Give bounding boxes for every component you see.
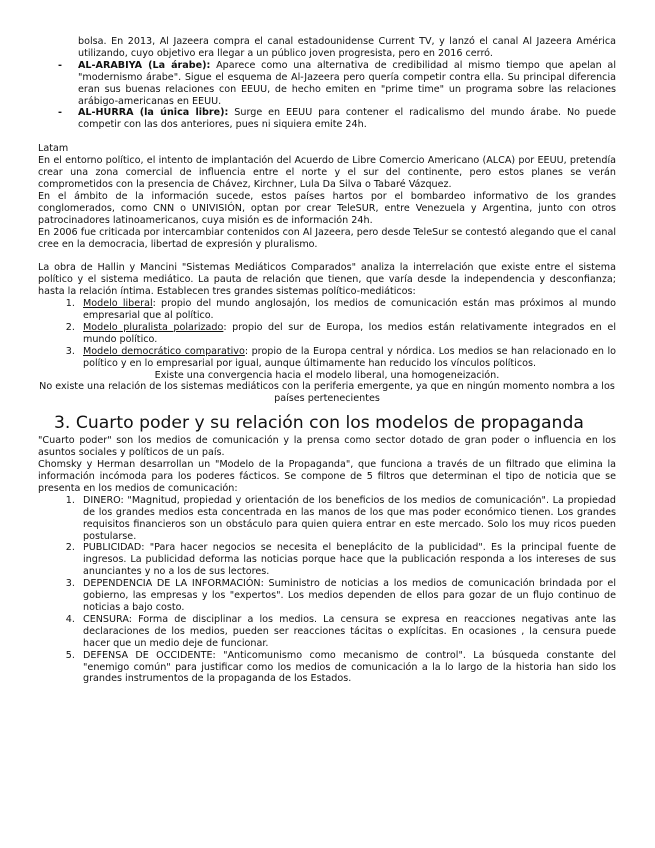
intro-continuation: bolsa. En 2013, Al Jazeera compra el canal estadounidense Current TV, y lanzó el canal Al Jazeera América utilizando, cuyo objetivo era llegar a un público joven progresista, pero en 2016 cerró. bbox=[78, 36, 616, 59]
section-paragraph: "Cuarto poder" son los medios de comunicación y la prensa como sector dotado de gran poder o influencia en los asuntos sociales y políticos de un país. bbox=[38, 435, 616, 459]
model-text: : propio del mundo anglosajón, los medios de comunicación están mas próximos al mundo empresarial que al político. bbox=[83, 298, 616, 322]
document-page bbox=[38, 36, 616, 685]
hallin-conclusion: Existe una convergencia hacia el modelo liberal, una homogeneización. bbox=[154, 369, 500, 381]
channel-list bbox=[38, 60, 616, 131]
latam-paragraph: En el ámbito de la información sucede, estos países hartos por el bombardeo informativo de los grandes conglomerados, como CNN o UNIVISIÓN, optan por crear TeleSUR, entre Venezuela y Argentina, junto con otros patrocinadores latinoamericanos, cuya misión es de información 24h. bbox=[38, 190, 616, 226]
latam-paragraph: En el entorno político, el intento de implantación del Acuerdo de Libre Comercio Americano (ALCA) por EEUU, pretendía crear una zona comercial de influencia entre el norte y el sur del continente, pero estos planes se verán comprometidos con la presencia de Chávez, Kirchner, Lula Da Silva o Tabaré Vázquez. bbox=[38, 155, 616, 190]
hallin-conclusion: No existe una relación de los sistemas mediáticos con la periferia emergente, ya que en ningún momento nombra a los países pertenecientes bbox=[39, 381, 615, 405]
channel-text: Surge en EEUU para contener el radicalismo del mundo árabe. No puede competir con las dos anteriores, pues ni siquiera emite 24h. bbox=[78, 107, 616, 131]
channel-item-al-hurra bbox=[78, 107, 616, 131]
channel-item-al-arabiya bbox=[78, 60, 616, 108]
filter-item: 1. DINERO: "Magnitud, propiedad y orientación de los beneficios de los medios de comunicación". La propiedad de los grandes medios esta concentrada en las manos de los que mas poder económico tienen. Los grandes requisitos financieros son un obstáculo para quien quiera entrar en este mercado. Solo los muy ricos pueden postularse. bbox=[78, 495, 616, 543]
model-name: Modelo democrático comparativo bbox=[83, 345, 245, 357]
latam-heading: Latam bbox=[38, 143, 69, 155]
model-name: Modelo liberal bbox=[83, 298, 153, 310]
section-paragraph: Chomsky y Herman desarrollan un "Modelo de la Propaganda", que funciona a través de un filtrado que elimina la información incómoda para los poderes fácticos. Se compone de 5 filtros que determinan el tipo de noticia que se presenta en los medios de comunicación: bbox=[38, 459, 616, 494]
model-item-pluralista bbox=[78, 322, 616, 346]
model-item-democratico bbox=[78, 346, 616, 370]
media-models-list bbox=[38, 298, 616, 369]
filter-item: 4. CENSURA: Forma de disciplinar a los medios. La censura se expresa en reacciones negativas ante las declaraciones de los medios, pueden ser reacciones tácitas o explícitas. En ocasiones , la censura puede hacer que un medio deje de funcionar. bbox=[78, 614, 616, 650]
channel-text: Aparece como una alternativa de credibilidad al mismo tiempo que apelan al "modernismo árabe". Sigue el esquema de Al-Jazeera pero quería competir contra ella. Su principal diferencia eran sus buenas relaciones con EEUU, de hecho emiten en "prime time" un programa sobre las relaciones arábigo-americanas en EEUU. bbox=[78, 59, 616, 107]
channel-name: AL-HURRA (la única libre): bbox=[78, 107, 229, 119]
section-title: 3. Cuarto poder y su relación con los modelos de propaganda bbox=[54, 413, 584, 434]
model-text: : propio del sur de Europa, los medios están relativamente integrados en el mundo político. bbox=[83, 321, 616, 345]
channel-name: AL-ARABIYA (La árabe): bbox=[78, 59, 211, 71]
model-text: : propio de la Europa central y nórdica. Los medios se han relacionado en lo político y en lo empresarial por igual, aunque últimamente han reducido los vínculos políticos. bbox=[83, 345, 616, 369]
filter-item: 5. DEFENSA DE OCCIDENTE: "Anticomunismo como mecanismo de control". La búsqueda constante del "enemigo común" para justificar como los medios de comunicación a la lo largo de la historia han sido los grandes instrumentos de la propaganda de los Estados. bbox=[78, 650, 616, 686]
hallin-intro: La obra de Hallin y Mancini "Sistemas Mediáticos Comparados" analiza la interrelación que existe entre el sistema político y el sistema mediático. La pauta de relación que tienen, que varía desde la independencia y desconfianza; hasta la relación íntima. Establecen tres grandes sistemas político-mediáticos: bbox=[38, 262, 616, 298]
latam-paragraph: En 2006 fue criticada por intercambiar contenidos con Al Jazeera, pero desde TeleSur se contestó alegando que el canal cree en la democracia, libertad de expresión y pluralismo. bbox=[38, 226, 616, 250]
filters-list bbox=[38, 495, 616, 686]
filter-item: 2. PUBLICIDAD: "Para hacer negocios se necesita el beneplácito de la publicidad". Es la principal fuente de ingresos. La publicidad deforma las noticias porque hace que la publicación responda a los intereses de sus anunciantes y no a los de sus lectores. bbox=[78, 542, 616, 578]
filter-item: 3. DEPENDENCIA DE LA INFORMACIÓN: Suministro de noticias a los medios de comunicación brindada por el gobierno, las empresas y los "expertos". Los medios dependen de ellos para gozar de un flujo continuo de noticias a bajo costo. bbox=[78, 578, 616, 614]
model-name: Modelo pluralista polarizado bbox=[83, 321, 224, 333]
model-item-liberal bbox=[78, 298, 616, 322]
